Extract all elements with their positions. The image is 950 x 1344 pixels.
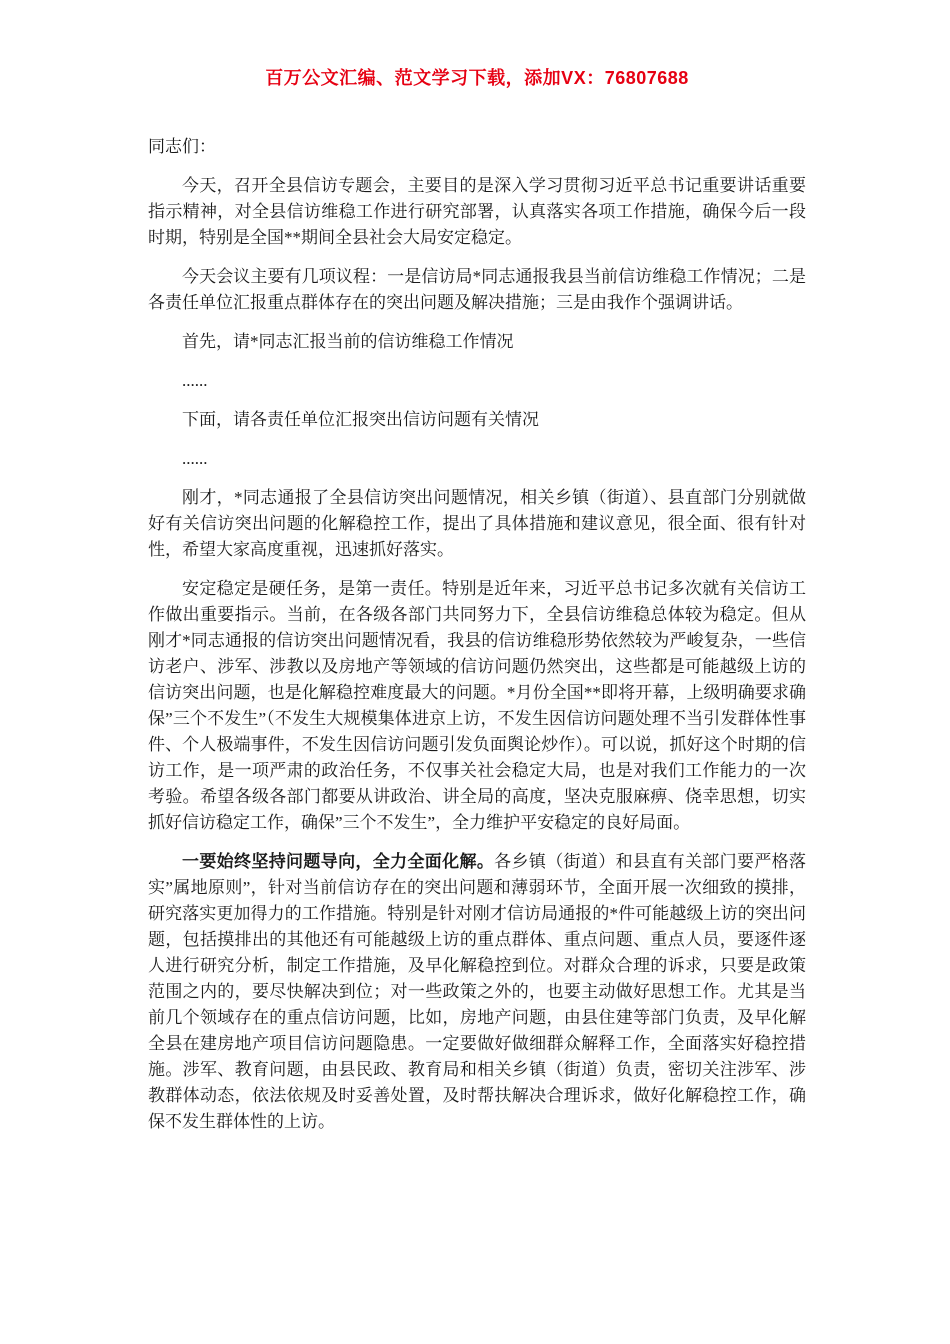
paragraph-ellipsis: ...... xyxy=(182,371,208,390)
salutation: 同志们： xyxy=(148,137,216,156)
paragraph-first-report: 首先，请*同志汇报当前的信访维稳工作情况 xyxy=(182,332,514,351)
paragraph-bold-lead: 一要始终坚持问题导向，全力全面化解。 xyxy=(182,852,495,871)
promo-header-text: 百万公文汇编、范文学习下载，添加VX：76807688 xyxy=(265,68,689,88)
paragraph-opening: 今天，召开全县信访专题会，主要目的是深入学习贯彻习近平总书记重要讲话重要指示精神，对全县信访维稳工作进行研究部署，认真落实各项工作措施，确保今后一段时期，特别是全国**期间全县社会大局安定稳定。 xyxy=(148,176,806,247)
paragraph-situation: 安定稳定是硬任务，是第一责任。特别是近年来，习近平总书记多次就有关信访工作做出重要指示。当前，在各级各部门共同努力下，全县信访维稳总体较为稳定。但从刚才*同志通报的信访突出问题情况看，我县的信访维稳形势依然较为严峻复杂，一些信访老户、涉军、涉教以及房地产等领域的信访问题仍然突出，这些都是可能越级上访的信访突出问题，也是化解稳控难度最大的问题。*月份全国**即将开幕，上级明确要求确保”三个不发生”（不发生大规模集体进京上访，不发生因信访问题处理不当引发群体性事件、个人极端事件，不发生因信访问题引发负面舆论炒作）。可以说，抓好这个时期的信访工作，是一项严肃的政治任务，不仅事关社会稳定大局，也是对我们工作能力的一次考验。希望各级各部门都要从讲政治、讲全局的高度，坚决克服麻痹、侥幸思想，切实抓好信访稳定工作，确保”三个不发生”，全力维护平安稳定的良好局面。 xyxy=(148,579,806,832)
paragraph-summary: 刚才，*同志通报了全县信访突出问题情况，相关乡镇（街道）、县直部门分别就做好有关信访突出问题的化解稳控工作，提出了具体措施和建议意见，很全面、很有针对性，希望大家高度重视，迅速抓好落实。 xyxy=(148,488,806,559)
paragraph-requirement-one xyxy=(148,849,806,1135)
paragraph-body-text: 各乡镇（街道）和县直有关部门要严格落实”属地原则”，针对当前信访存在的突出问题和薄弱环节，全面开展一次细致的摸排，研究落实更加得力的工作措施。特别是针对刚才信访局通报的*件可能越级上访的突出问题，包括摸排出的其他还有可能越级上访的重点群体、重点问题、重点人员，要逐件逐人进行研究分析，制定工作措施，及早化解稳控到位。对群众合理的诉求，只要是政策范围之内的，要尽快解决到位；对一些政策之外的，也要主动做好思想工作。尤其是当前几个领域存在的重点信访问题，比如，房地产问题，由县住建等部门负责，及早化解全县在建房地产项目信访问题隐患。一定要做好做细群众解释工作，全面落实好稳控措施。涉军、教育问题，由县民政、教育局和相关乡镇（街道）负责，密切关注涉军、涉教群体动态，依法依规及时妥善处置，及时帮扶解决合理诉求，做好化解稳控工作，确保不发生群体性的上访。 xyxy=(148,852,806,1131)
paragraph-second-report: 下面，请各责任单位汇报突出信访问题有关情况 xyxy=(182,410,539,429)
paragraph-agenda: 今天会议主要有几项议程：一是信访局*同志通报我县当前信访维稳工作情况；二是各责任单位汇报重点群体存在的突出问题及解决措施；三是由我作个强调讲话。 xyxy=(148,267,806,312)
document-body xyxy=(148,134,806,1135)
paragraph-ellipsis: ...... xyxy=(182,449,208,468)
